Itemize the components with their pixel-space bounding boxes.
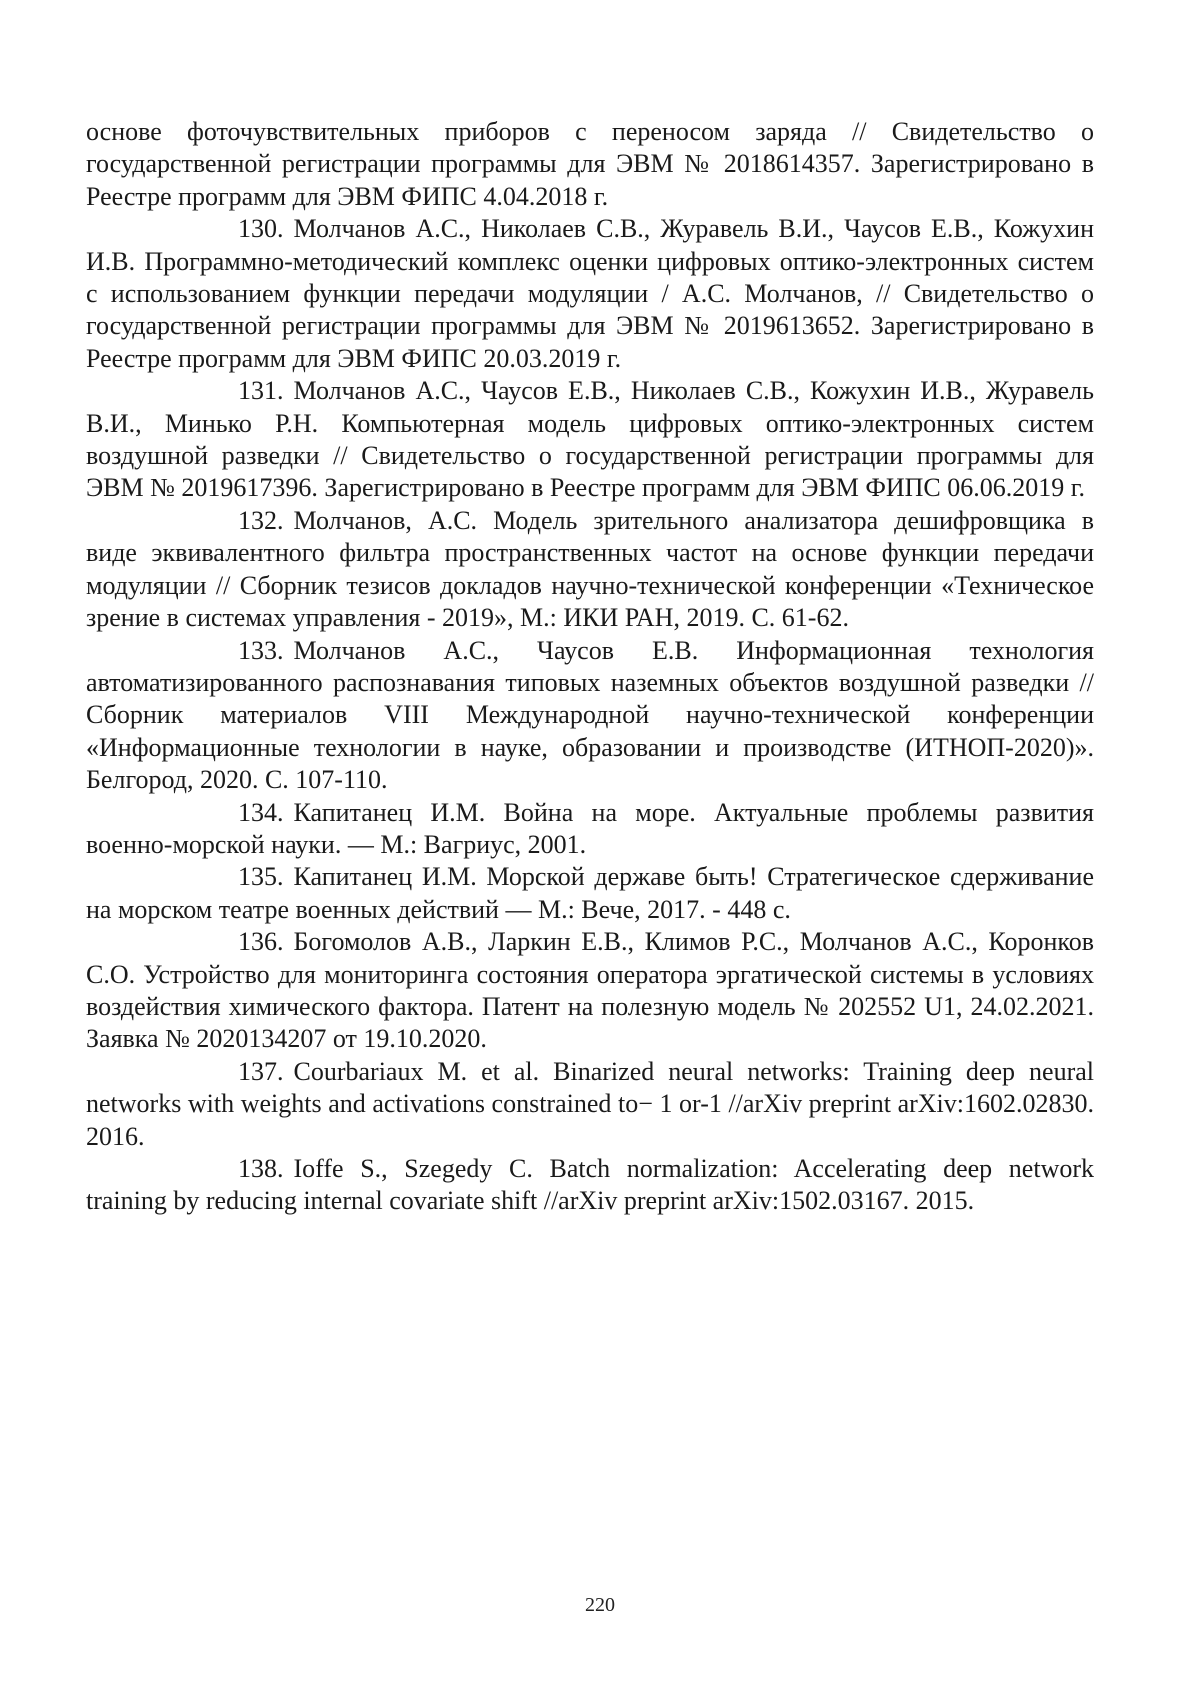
reference-number: 134. (238, 797, 284, 827)
reference-item (86, 116, 1094, 213)
reference-list (86, 116, 1094, 1218)
reference-text: Молчанов А.С., Чаусов Е.В., Николаев С.В., Кожухин И.В., Журавель В.И., Минько Р.Н. Компьютерная модель цифровых оптико-электронных систем воздушной разведки // Свидетельство о государственной регистрации программы для ЭВМ № 2019617396. Зарегистрировано в Реестре программ для ЭВМ ФИПС 06.06.2019 г. (86, 376, 1094, 503)
reference-number: 130. (238, 214, 284, 244)
reference-text: Молчанов А.С., Николаев С.В., Журавель В.И., Чаусов Е.В., Кожухин И.В. Программно-методический комплекс оценки цифровых оптико-электронных систем с использованием функции передачи модуляции / А.С. Молчанов, // Свидетельство о государственной регистрации программы для ЭВМ № 2019613652. Зарегистрировано в Реестре программ для ЭВМ ФИПС 20.03.2019 г. (86, 214, 1094, 373)
reference-text: Молчанов А.С., Чаусов Е.В. Информационная технология автоматизированного распознавания типовых наземных объектов воздушной разведки // Сборник материалов VIII Международной научно-технической конференции «Информационные технологии в науке, образовании и производстве (ИТНОП-2020)». Белгород, 2020. С. 107-110. (86, 635, 1094, 795)
reference-number: 136. (238, 927, 284, 957)
reference-text: основе фоточувствительных приборов с переносом заряда // Свидетельство о государственной регистрации программы для ЭВМ № 2018614357. Зарегистрировано в Реестре программ для ЭВМ ФИПС 4.04.2018 г. (86, 117, 1094, 211)
reference-number: 137. (238, 1056, 284, 1086)
reference-item (86, 375, 1094, 505)
reference-number: 135. (238, 862, 284, 892)
reference-item (86, 213, 1094, 375)
reference-item (86, 797, 1094, 862)
reference-item (86, 1153, 1094, 1218)
reference-number: 133. (238, 635, 284, 665)
reference-item (86, 1056, 1094, 1153)
reference-text: Богомолов А.В., Ларкин Е.В., Климов Р.С., Молчанов А.С., Коронков С.О. Устройство для мониторинга состояния оператора эргатической системы в условиях воздействия химического фактора. Патент на полезную модель № 202552 U1, 24.02.2021. Заявка № 2020134207 от 19.10.2020. (86, 927, 1094, 1054)
reference-text: Ioffe S., Szegedy C. Batch normalization: Accelerating deep network training by reducing internal covariate shift //arXiv preprint arXiv:1502.03167. 2015. (86, 1154, 1094, 1216)
reference-text: Капитанец И.М. Морской державе быть! Стратегическое сдерживание на морском театре военных действий — М.: Вече, 2017. - 448 с. (86, 862, 1094, 924)
reference-item (86, 635, 1094, 797)
reference-number: 138. (238, 1154, 284, 1183)
reference-item (86, 861, 1094, 926)
reference-number: 131. (238, 376, 284, 406)
reference-text: Courbariaux M. et al. Binarized neural networks: Training deep neural networks with weights and activations constrained to− 1 or-1 //arXiv preprint arXiv:1602.02830. 2016. (86, 1056, 1094, 1151)
reference-item (86, 505, 1094, 635)
reference-text: Молчанов, А.С. Модель зрительного анализатора дешифровщика в виде эквивалентного фильтра пространственных частот на основе функции передачи модуляции // Сборник тезисов докладов научно-технической конференции «Техническое зрение в системах управления - 2019», М.: ИКИ РАН, 2019. С. 61-62. (86, 505, 1094, 633)
reference-text: Капитанец И.М. Война на море. Актуальные проблемы развития военно-морской науки. — М.: Вагриус, 2001. (86, 797, 1094, 859)
page-number: 220 (585, 1594, 615, 1616)
reference-number: 132. (238, 505, 284, 535)
reference-item (86, 926, 1094, 1056)
